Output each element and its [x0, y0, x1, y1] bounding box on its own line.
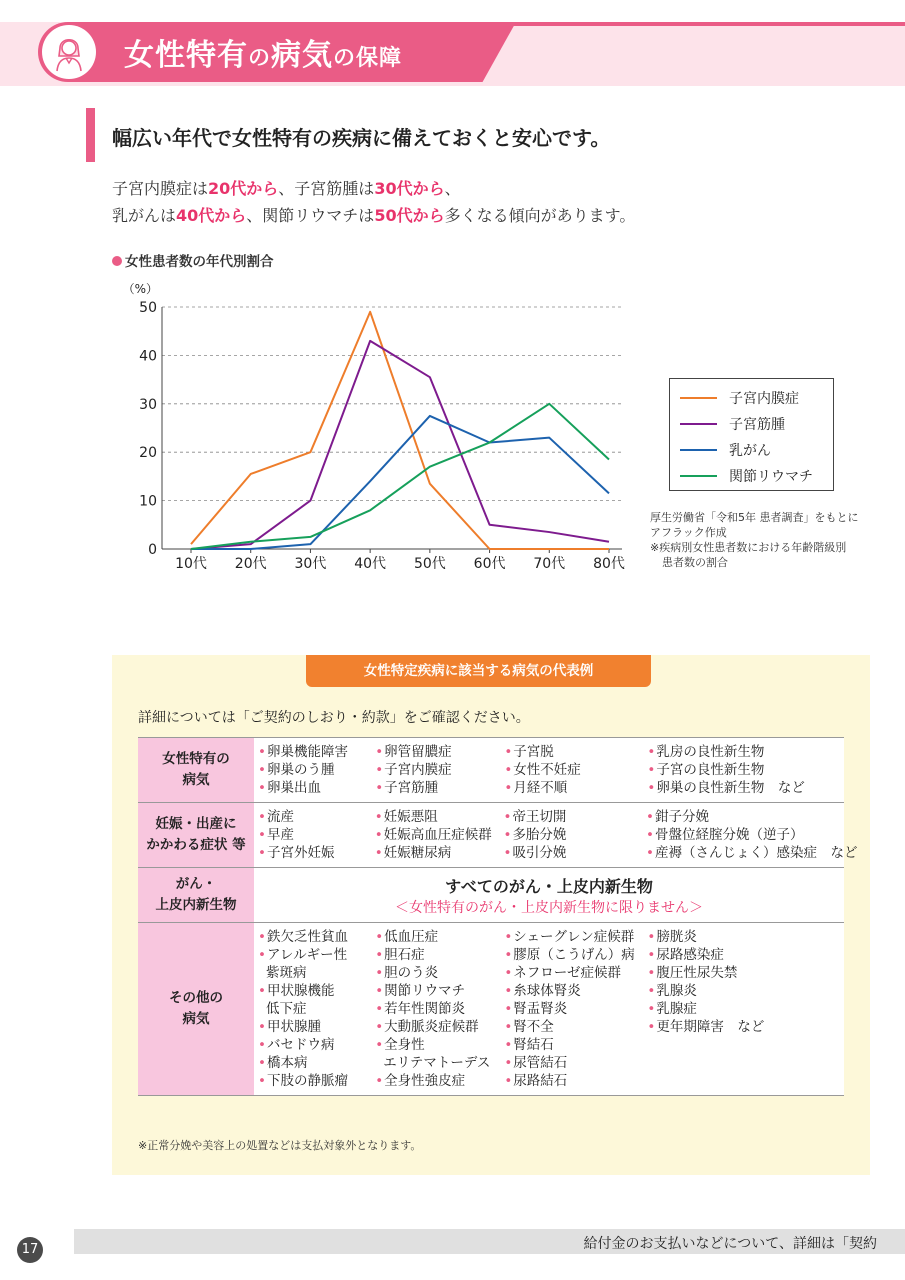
x-tick-label: 70代	[533, 556, 566, 572]
disease-list	[254, 738, 844, 803]
source-note: アフラック作成	[650, 526, 727, 539]
lead-line-1	[112, 176, 461, 199]
disease-item: •若年性関節炎	[375, 1001, 466, 1017]
bullet-icon: •	[375, 965, 384, 981]
disease-item: •大動脈炎症候群	[375, 1019, 479, 1035]
series-line-子宮筋腫	[191, 341, 609, 549]
title-part: の保障	[333, 46, 403, 71]
disease-column	[375, 743, 504, 797]
legend-item	[680, 414, 785, 434]
disease-item: 紫斑病	[266, 965, 307, 981]
disease-item: •関節リウマチ	[375, 983, 466, 999]
bullet-icon: •	[258, 929, 266, 945]
bullet-icon: •	[375, 1073, 384, 1089]
source-note: 厚生労働省「令和5年 患者調査」をもとに	[650, 511, 859, 524]
source-note: ※疾病別女性患者数における年齢階級別	[650, 541, 847, 554]
bullet-icon: •	[375, 1019, 384, 1035]
legend-swatch	[680, 397, 717, 399]
disease-item: •胆石症	[375, 947, 425, 963]
bullet-icon: •	[647, 1001, 656, 1017]
lead-text: 多くなる傾向があります。	[444, 206, 636, 225]
disease-item: •アレルギー性	[258, 947, 348, 963]
table-row	[138, 923, 844, 1096]
legend-swatch	[680, 475, 717, 477]
y-tick-label: 50	[139, 300, 157, 316]
bullet-icon: •	[647, 780, 656, 796]
disease-column	[647, 928, 844, 1090]
bullet-dot-icon	[112, 256, 122, 266]
chart-caption	[112, 250, 274, 270]
disease-item: •尿路感染症	[647, 947, 724, 963]
bullet-icon: •	[375, 983, 384, 999]
x-tick-label: 20代	[234, 556, 267, 572]
disease-item: •卵巣の良性新生物 など	[647, 780, 805, 796]
disease-item: •腹圧性尿失禁	[647, 965, 738, 981]
panel-footnote: ※正常分娩や美容上の処置などは支払対象外となります。	[138, 1139, 422, 1152]
disease-item: •子宮の良性新生物	[647, 762, 765, 778]
bullet-icon: •	[258, 845, 266, 861]
bullet-icon: •	[258, 827, 266, 843]
disease-column	[375, 928, 504, 1090]
x-tick-label: 30代	[294, 556, 327, 572]
category-label: 女性特有の 病気	[138, 738, 254, 803]
disease-item: •月経不順	[504, 780, 568, 796]
disease-item: •早産	[258, 827, 294, 843]
bullet-icon: •	[375, 1001, 384, 1017]
bullet-icon: •	[503, 809, 512, 825]
disease-item: •全身性強皮症	[375, 1073, 466, 1089]
bullet-icon: •	[503, 845, 512, 861]
page-number: 17	[17, 1237, 43, 1263]
table-row	[138, 738, 844, 803]
disease-item: •甲状腺腫	[258, 1019, 321, 1035]
disease-item: •卵管留膿症	[375, 744, 452, 760]
disease-item: •妊娠高血圧症候群	[374, 827, 492, 843]
y-axis-label: （%）	[122, 282, 158, 296]
disease-item: •子宮筋腫	[375, 780, 439, 796]
title-part: 女性特有	[124, 38, 248, 73]
disease-column	[646, 808, 858, 862]
bullet-icon: •	[374, 845, 383, 861]
bullet-icon: •	[504, 744, 513, 760]
bullet-icon: •	[504, 929, 513, 945]
legend-label: 子宮筋腫	[729, 417, 785, 433]
bullet-icon: •	[375, 929, 384, 945]
disease-item: •胆のう炎	[375, 965, 439, 981]
cancer-coverage-text: すべてのがん・上皮内新生物	[445, 877, 653, 896]
legend-item	[680, 466, 813, 486]
disease-item: •産褥（さんじょく）感染症 など	[646, 845, 858, 861]
disease-item: •糸球体腎炎	[504, 983, 581, 999]
category-label: がん・ 上皮内新生物	[138, 868, 254, 923]
disease-list	[254, 803, 858, 868]
disease-column	[647, 743, 844, 797]
bullet-icon: •	[504, 780, 513, 796]
bullet-icon: •	[646, 809, 654, 825]
disease-column	[504, 743, 647, 797]
highlight-text: 40代から	[176, 206, 247, 225]
disease-column	[258, 928, 375, 1090]
disease-item: •吸引分娩	[503, 845, 567, 861]
bullet-icon: •	[375, 1037, 384, 1053]
disease-item: •乳房の良性新生物	[647, 744, 765, 760]
disease-item: •腎不全	[504, 1019, 554, 1035]
title-part: 病気	[271, 38, 334, 73]
x-tick-label: 50代	[413, 556, 446, 572]
legend-item	[680, 440, 771, 460]
chart-legend	[669, 378, 834, 491]
y-tick-label: 40	[139, 348, 157, 365]
y-tick-label: 0	[148, 542, 157, 558]
legend-swatch	[680, 423, 717, 425]
headline-accent-bar	[86, 108, 95, 162]
disease-item: •卵巣機能障害	[258, 744, 348, 760]
lead-text: 子宮内膜症は	[112, 179, 209, 198]
bullet-icon: •	[374, 827, 383, 843]
bullet-icon: •	[374, 809, 383, 825]
bullet-icon: •	[258, 947, 266, 963]
disease-item: •卵巣出血	[258, 780, 321, 796]
highlight-text: 20代から	[208, 179, 279, 198]
chart-caption-text: 女性患者数の年代別割合	[125, 254, 274, 270]
table-row	[138, 803, 844, 868]
disease-item: •子宮外妊娠	[258, 845, 335, 861]
disease-item: •乳腺炎	[647, 983, 697, 999]
title-part: の	[248, 46, 272, 71]
bullet-icon: •	[647, 1019, 656, 1035]
disease-item: •腎結石	[504, 1037, 554, 1053]
disease-item: •流産	[258, 809, 294, 825]
bullet-icon: •	[647, 744, 656, 760]
bullet-icon: •	[504, 947, 513, 963]
disease-item: エリテマトーデス	[383, 1055, 491, 1071]
bullet-icon: •	[647, 947, 656, 963]
x-tick-label: 10代	[175, 556, 207, 572]
lead-text: 、子宮筋腫は	[278, 179, 375, 198]
disease-item: •ネフローゼ症候群	[504, 965, 622, 981]
bullet-icon: •	[258, 1073, 266, 1089]
disease-item: •膠原（こうげん）病	[504, 947, 635, 963]
disease-item: •女性不妊症	[504, 762, 581, 778]
headline: 幅広い年代で女性特有の疾病に備えておくと安心です。	[112, 126, 611, 150]
y-tick-label: 10	[139, 493, 157, 510]
bullet-icon: •	[375, 744, 384, 760]
bullet-icon: •	[503, 827, 512, 843]
bullet-icon: •	[375, 947, 384, 963]
bullet-icon: •	[646, 845, 654, 861]
legend-label: 関節リウマチ	[729, 469, 813, 485]
disease-item: •全身性	[375, 1037, 425, 1053]
bullet-icon: •	[375, 762, 384, 778]
disease-item: •橋本病	[258, 1055, 308, 1071]
disease-item: •膀胱炎	[647, 929, 697, 945]
header-rule	[470, 22, 905, 26]
table-row	[138, 868, 844, 923]
disease-item: •低血圧症	[375, 929, 439, 945]
series-line-乳がん	[191, 416, 609, 549]
bullet-icon: •	[504, 1037, 513, 1053]
disease-item: •シェーグレン症候群	[504, 929, 635, 945]
series-line-関節リウマチ	[191, 404, 609, 549]
disease-column	[503, 808, 646, 862]
disease-item: •妊娠悪阻	[374, 809, 438, 825]
legend-label: 子宮内膜症	[729, 391, 799, 407]
source-note: 患者数の割合	[662, 556, 728, 569]
disease-item: •多胎分娩	[503, 827, 567, 843]
disease-item: •子宮脱	[504, 744, 554, 760]
legend-swatch	[680, 449, 717, 451]
x-tick-label: 60代	[473, 556, 506, 572]
bullet-icon: •	[504, 1073, 513, 1089]
cancer-coverage-note: ＜女性特有のがん・上皮内新生物に限りません＞	[395, 900, 703, 916]
bullet-icon: •	[258, 1055, 266, 1071]
y-tick-label: 30	[139, 396, 157, 413]
disease-item: •鉗子分娩	[646, 809, 709, 825]
disease-list	[254, 868, 844, 923]
disease-item: •腎盂腎炎	[504, 1001, 568, 1017]
bullet-icon: •	[375, 780, 384, 796]
disease-item: •甲状腺機能	[258, 983, 335, 999]
bullet-icon: •	[647, 965, 656, 981]
disease-item: •バセドウ病	[258, 1037, 335, 1053]
bullet-icon: •	[646, 827, 654, 843]
x-tick-label: 40代	[354, 556, 387, 572]
bullet-icon: •	[504, 983, 513, 999]
disease-table	[138, 737, 858, 1096]
disease-item: •子宮内膜症	[375, 762, 452, 778]
page-title	[124, 30, 402, 74]
lead-text: 乳がんは	[112, 206, 177, 225]
x-tick-label: 80代	[593, 556, 625, 572]
disease-item: •鉄欠乏性貧血	[258, 929, 348, 945]
disease-item: •尿管結石	[504, 1055, 568, 1071]
disease-list	[254, 923, 844, 1096]
disease-column	[504, 928, 647, 1090]
bullet-icon: •	[647, 762, 656, 778]
bullet-icon: •	[258, 1019, 266, 1035]
line-chart	[120, 278, 630, 578]
highlight-text: 30代から	[374, 179, 445, 198]
footer-text: 給付金のお支払いなどについて、詳細は「契約	[583, 1236, 877, 1252]
disease-column	[258, 808, 375, 862]
y-tick-label: 20	[139, 445, 157, 462]
disease-item: 低下症	[266, 1001, 307, 1017]
bullet-icon: •	[258, 983, 266, 999]
highlight-text: 50代から	[374, 206, 445, 225]
disease-item: •妊娠糖尿病	[374, 845, 452, 861]
lead-line-2	[112, 203, 635, 226]
panel-tab-label: 女性特定疾病に該当する病気の代表例	[306, 655, 651, 687]
category-label: その他の 病気	[138, 923, 254, 1096]
legend-item	[680, 388, 799, 408]
category-label: 妊娠・出産に かかわる症状 等	[138, 803, 254, 868]
series-line-子宮内膜症	[191, 312, 609, 549]
bullet-icon: •	[504, 1055, 513, 1071]
disease-item: •乳腺症	[647, 1001, 697, 1017]
disease-item: •尿路結石	[504, 1073, 568, 1089]
panel-note: 詳細については「ご契約のしおり・約款」をご確認ください。	[138, 710, 530, 726]
bullet-icon: •	[258, 744, 266, 760]
bullet-icon: •	[504, 762, 513, 778]
bullet-icon: •	[258, 762, 266, 778]
bullet-icon: •	[504, 1019, 513, 1035]
bullet-icon: •	[504, 965, 513, 981]
disease-column	[258, 743, 375, 797]
bullet-icon: •	[647, 929, 656, 945]
woman-icon	[42, 25, 96, 79]
disease-item: •更年期障害 など	[647, 1019, 765, 1035]
disease-item: •帝王切開	[503, 809, 567, 825]
disease-column	[375, 808, 504, 862]
lead-text: 、関節リウマチは	[246, 206, 375, 225]
disease-item: •下肢の静脈瘤	[258, 1073, 348, 1089]
disease-item: •骨盤位経腟分娩（逆子）	[646, 827, 804, 843]
bullet-icon: •	[258, 809, 266, 825]
legend-label: 乳がん	[729, 443, 771, 459]
bullet-icon: •	[258, 1037, 266, 1053]
bullet-icon: •	[647, 983, 656, 999]
disease-item: •卵巣のう腫	[258, 762, 335, 778]
bullet-icon: •	[258, 780, 266, 796]
bullet-icon: •	[504, 1001, 513, 1017]
lead-text: 、	[444, 179, 461, 198]
